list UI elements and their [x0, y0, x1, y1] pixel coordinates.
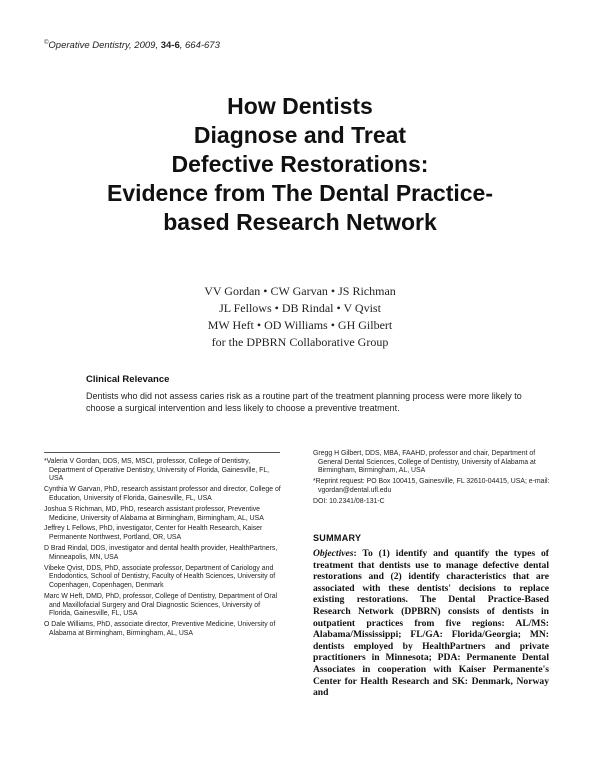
journal-volume: 34-6 — [160, 40, 180, 52]
summary-body: : To (1) identify and quantify the types of treatment that dentists use to manage defective dental restorations and (2) identify characteristics that are associated with these dentists' decisions to replace existing restorations. The Dental Practice-Based Research Network (DPBRN) consists of dentists in outpatient practices from five regions: AL/MS: Alabama/Mississippi; FL/GA: Florida/Georgia; MN: dentists employed by HealthPartners and private practitioners in Minnesota; PDA: Permanente Dental Associates in cooperation with Kaiser Permanente's Center for Health Research and SK: Denmark, Norway and — [313, 548, 549, 699]
author-line: VV Gordan • CW Garvan • JS Richman — [204, 284, 396, 298]
footnote-divider — [44, 452, 280, 453]
affiliation-item: O Dale Williams, PhD, associate director, Preventive Medicine, University of Alabama at Birmingham, Birmingham, AL, USA — [44, 621, 276, 637]
affiliation-item: Gregg H Gilbert, DDS, MBA, FAAHD, professor and chair, Department of General Dental Sciences, College of Dentistry, University of Alabama at Birmingham, Birmingham, AL, USA — [313, 450, 536, 475]
affiliation-item: Joshua S Richman, MD, PhD, research assistant professor, Preventive Medicine, University of Alabama at Birmingham, Birmingham, AL, USA — [44, 505, 264, 522]
clinical-relevance-text: Dentists who did not assess caries risk as a routine part of the treatment planning process were more likely to choose a surgical intervention and less likely to choose a preventive treatment. — [86, 391, 522, 413]
article-title — [20, 92, 580, 237]
title-line: Diagnose and Treat — [193, 122, 407, 148]
author-line: for the DPBRN Collaborative Group — [211, 335, 389, 349]
journal-pages: , 664-673 — [179, 40, 220, 52]
author-line: MW Heft • OD Williams • GH Gilbert — [207, 318, 393, 332]
journal-name: Operative Dentistry, 2009, — [48, 40, 161, 52]
author-affiliations — [44, 458, 284, 641]
affiliation-item: Jeffrey L Fellows, PhD, investigator, Center for Health Research, Kaiser Permanente Northwest, Portland, OR, USA — [44, 525, 263, 542]
affiliation-item: Vibeke Qvist, DDS, PhD, associate professor, Department of Cariology and Endodontics, School of Dentistry, Faculty of Health Sciences, University of Copenhagen, Copenhagen, Denmark — [44, 564, 276, 590]
summary-heading: SUMMARY — [313, 533, 362, 543]
author-list — [20, 283, 580, 351]
summary-text — [313, 548, 549, 699]
journal-citation — [44, 40, 220, 51]
reprint-request: *Reprint request: PO Box 100415, Gainesville, FL 32610-04415, USA; e-mail: vgordan@dental.ufl.edu — [313, 478, 550, 494]
title-line: Evidence from The Dental Practice- — [106, 180, 493, 206]
right-affiliations — [313, 450, 559, 509]
title-line: Defective Restorations: — [171, 151, 429, 177]
copyright-symbol: © — [44, 40, 49, 46]
summary-lead: Objectives — [313, 548, 354, 559]
doi: DOI: 10.2341/08-131-C — [313, 497, 385, 505]
affiliation-item: Marc W Heft, DMD, PhD, professor, College of Dentistry, Department of Oral and Maxillofacial Surgery and Oral Diagnostic Sciences, University of Florida, Gainesville, FL, USA — [44, 592, 278, 618]
affiliation-item: D Brad Rindal, DDS, investigator and dental health provider, HealthPartners, Minneapolis, MN, USA — [44, 545, 278, 561]
clinical-relevance-heading: Clinical Relevance — [86, 374, 170, 385]
title-line: based Research Network — [163, 209, 437, 235]
title-line: How Dentists — [227, 93, 373, 119]
affiliation-item: Cynthia W Garvan, PhD, research assistant professor and director, College of Education, University of Florida, Gainesville, FL, USA — [44, 486, 281, 502]
author-line: JL Fellows • DB Rindal • V Qvist — [219, 301, 381, 315]
affiliation-item: *Valeria V Gordan, DDS, MS, MSCI, professor, College of Dentistry, Department of Operative Dentistry, University of Florida, Gainesville, FL, USA — [44, 458, 270, 483]
